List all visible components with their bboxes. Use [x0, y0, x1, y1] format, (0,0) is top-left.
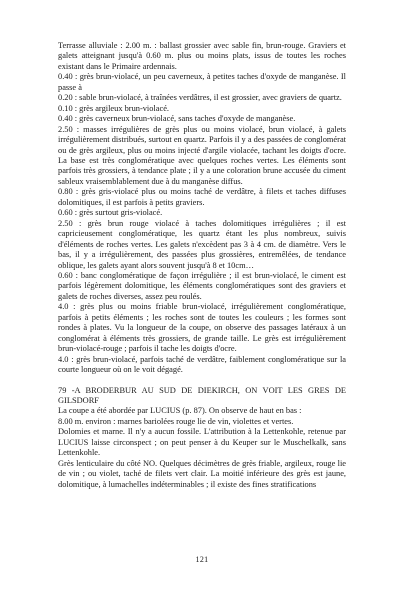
section-1 [58, 41, 346, 376]
paragraph: 0.20 : sable brun-violacé, à traînées verdâtres, il est grossier, avec graviers de quartz. [58, 93, 342, 103]
paragraph: La coupe a été abordée par LUCIUS (p. 87). On observe de haut en bas : [58, 406, 302, 416]
paragraph: 0.40 : grès caverneux brun-violacé, sans taches d'oxyde de manganèse. [58, 114, 296, 124]
paragraph: Grès lenticulaire du côté NO. Quelques décimètres de grès friable, argileux, rouge lie de vin ; ou violet, taché de filets vert clair. La moitié inférieure des grès est jaune, dolomitique, à lumachelles indéterminables ; il existe des fines stratifications [58, 458, 346, 489]
paragraph: Terrasse alluviale : 2.00 m. : ballast grossier avec sable fin, brun-rouge. Graviers et galets atteignant jusqu'à 0.60 m. plus ou moins plats, issus de toutes les roches existant dans le Primaire ardennais. [58, 41, 346, 71]
page-number: 121 [195, 555, 209, 564]
paragraph: 0.40 : grès brun-violacé, un peu caverneux, à petites taches d'oxyde de manganèse. Il passe à [58, 72, 346, 92]
paragraph: 2.50 : grès brun rouge violacé à taches dolomitiques irrégulières ; il est capricieusement conglomératique, les quartz étant les plus nombreux, suivis d'éléments de roches vertes. Les galets n'excèdent pas 3 à 4 cm. de diamètre. Vers le bas, il y a irrégulièrement, des passées plus grossières, entremêlées, de tendance oblique, les galets ayant alors souvent jusqu'à 8 et 10cm… [58, 218, 346, 270]
paragraph: 0.10 : grès argileux brun-violacé. [58, 103, 170, 113]
paragraph: 0.60 : grès surtout gris-violacé. [58, 208, 163, 218]
section-2 [58, 386, 346, 491]
paragraph: 0.60 : banc conglomératique de façon irrégulière ; il est brun-violacé, le ciment est parfois légèrement dolomitique, les éléments conglomératiques sont des graviers et galets de roches diverses, assez peu roulés. [58, 270, 346, 301]
paragraph: 2.50 : masses irrégulières de grès plus ou moins violacé, brun violacé, à galets irrégulièrement distribués, surtout en quartz. Parfois il y a des passées de conglomérat ou de grès argileux, plus ou moins injecté d'argile violacée, tachant les doigts d'ocre. La base est très conglomératique avec quelques roches vertes. Les éléments sont parfois très grossiers, à tendance plate ; il y a une coloration brune accusée du ciment sableux vraisemblablement due à du manganèse diffus. [58, 124, 346, 186]
paragraph: 0.80 : grès gris-violacé plus ou moins taché de verdâtre, à filets et taches diffuses dolomitiques, il est parfois à petits graviers. [58, 187, 346, 207]
paragraph: 8.00 m. environ : marnes bariolées rouge lie de vin, violettes et vertes. [58, 416, 294, 426]
paragraph: Dolomies et marne. Il n'y a aucun fossile. L'attribution à la Lettenkohle, retenue par LUCIUS laisse circonspect ; on peut penser à du Keuper sur le Muschelkalk, sans Lettenkohle. [58, 427, 346, 458]
paragraph: 4.0 : grès brun-violacé, parfois taché de verdâtre, faiblement conglomératique sur la courte longueur où on le voit dégagé. [58, 354, 346, 375]
paragraph: 4.0 : grès plus ou moins friable brun-violacé, irrégulièrement conglomératique, parfois à petits éléments ; les roches sont de toutes les couleurs ; les formes sont rondes à plates. Vu la longueur de la coupe, on observe des passages latéraux à un conglomérat à éléments très grossiers, de grande taille. Le grès est irrégulièrement brun-violacé-rouge ; parfois il tache les doigts d'ocre. [58, 302, 346, 354]
section-heading: 79 -A BRODERBUR AU SUD DE DIEKIRCH, ON VOIT LES GRES DE GILSDORF [58, 385, 346, 405]
